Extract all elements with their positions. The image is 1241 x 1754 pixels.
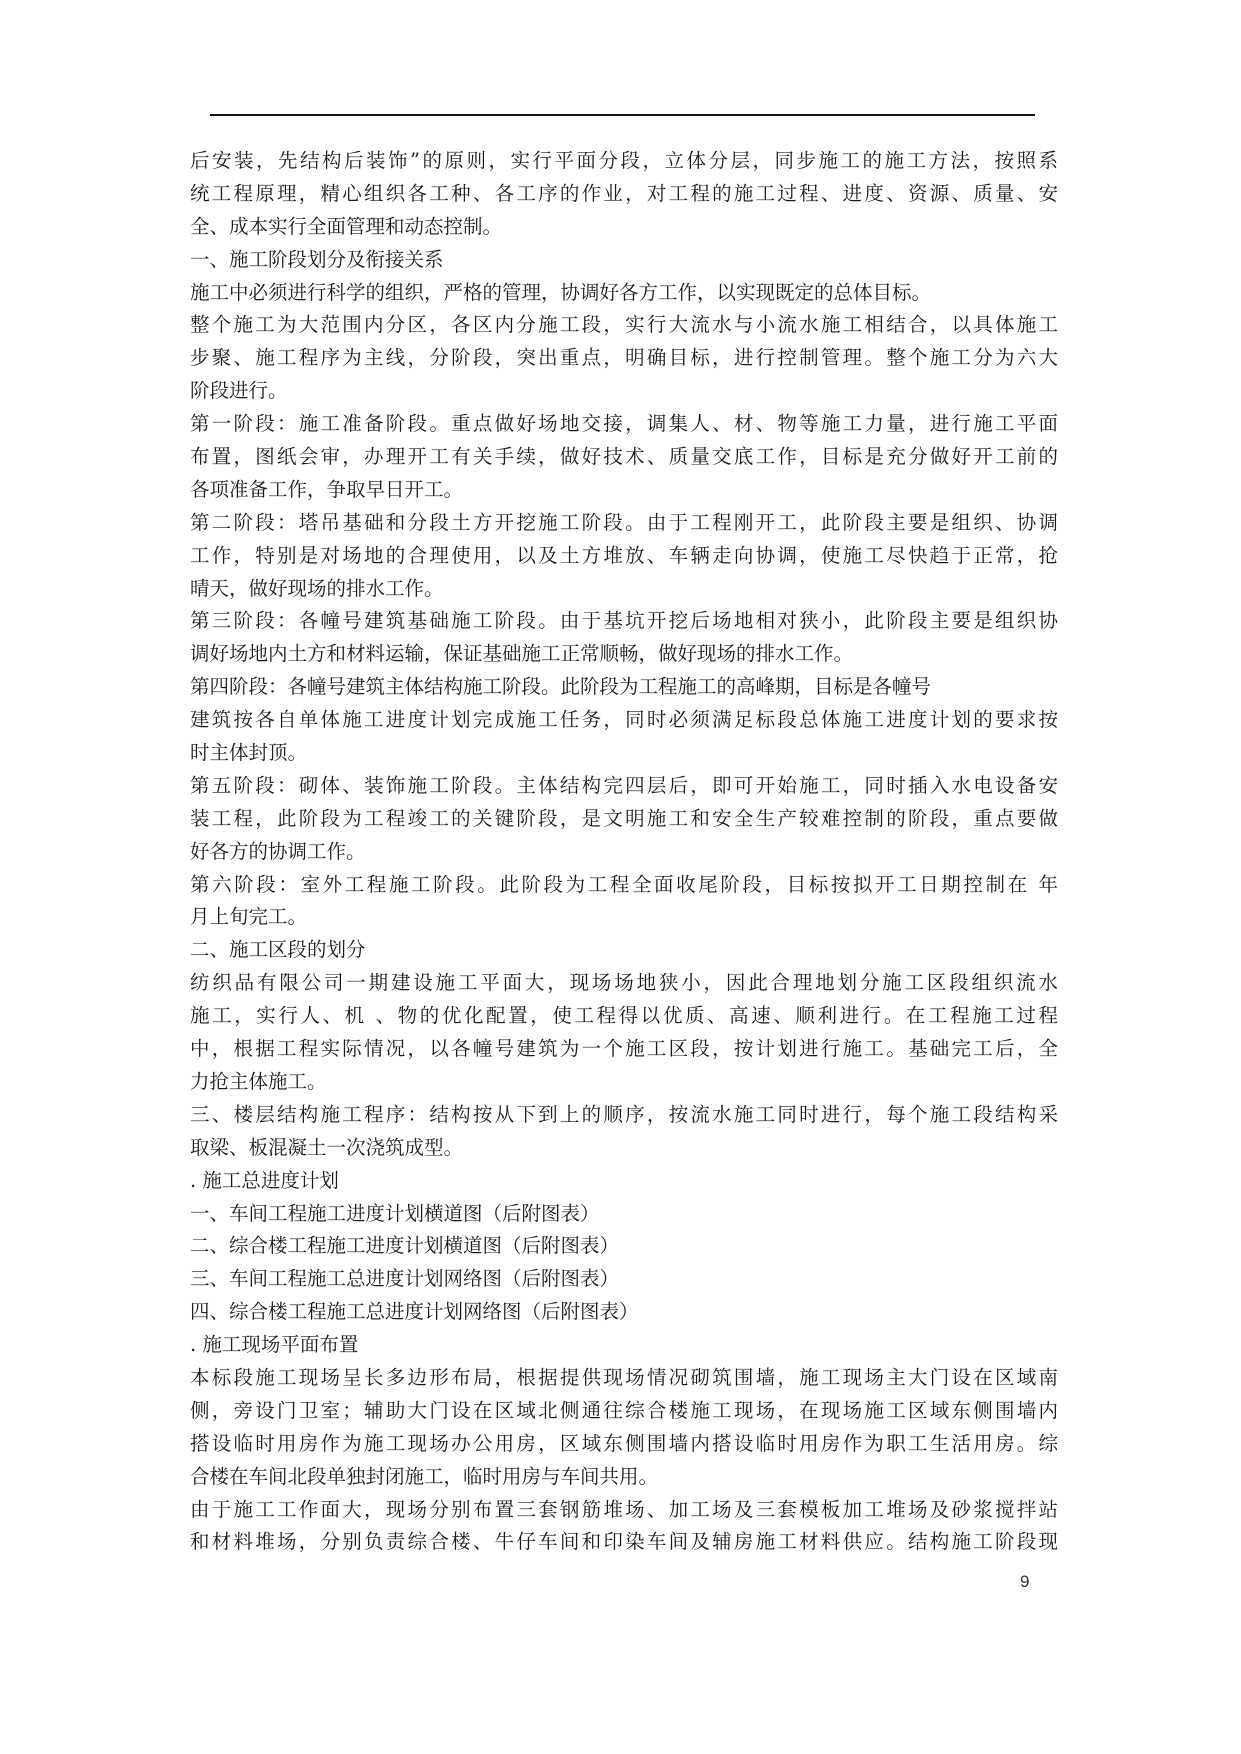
text-line: 第四阶段：各幢号建筑主体结构施工阶段。此阶段为工程施工的高峰期，目标是各幢号 (190, 675, 932, 699)
text-line: . 施工总进度计划 (190, 1168, 339, 1192)
text-line: 装工程，此阶段为工程竣工的关键阶段，是文明施工和安全生产较难控制的阶段，重点要做 (190, 806, 1058, 830)
text-line: 三、楼层结构施工程序：结构按从下到上的顺序，按流水施工同时进行，每个施工段结构采 (190, 1102, 1058, 1126)
text-line: 取梁、板混凝土一次浇筑成型。 (190, 1135, 464, 1159)
text-line: 四、综合楼工程施工总进度计划网络图（后附图表） (190, 1300, 639, 1324)
text-line: 合楼在车间北段单独封闭施工，临时用房与车间共用。 (190, 1464, 659, 1488)
text-line: 布置，图纸会审，办理开工有关手续，做好技术、质量交底工作，目标是充分做好开工前的 (190, 445, 1058, 469)
text-line: 全、成本实行全面管理和动态控制。 (190, 214, 503, 238)
text-line: 第六阶段：室外工程施工阶段。此阶段为工程全面收尾阶段，目标按拟开工日期控制在 年 (190, 872, 1058, 896)
text-line: 好各方的协调工作。 (190, 839, 366, 863)
text-line: 施工，实行人、机 、物的优化配置，使工程得以优质、高速、顺利进行。在工程施工过程 (190, 1004, 1058, 1028)
page-number: 9 (1020, 1572, 1030, 1591)
header-rule (210, 114, 1035, 116)
text-line: 后安装，先结构后装饰”的原则，实行平面分段，立体分层，同步施工的施工方法，按照系 (190, 149, 1058, 172)
text-line: 和材料堆场，分别负责综合楼、牛仔车间和印染车间及辅房施工材料供应。结构施工阶段现 (190, 1530, 1058, 1554)
text-line: 中，根据工程实际情况，以各幢号建筑为一个施工区段，按计划进行施工。基础完工后，全 (190, 1037, 1058, 1061)
text-line: 晴天，做好现场的排水工作。 (190, 576, 444, 600)
text-line: 工作，特别是对场地的合理使用，以及土方堆放、车辆走向协调，使施工尽快趋于正常，抢 (190, 543, 1058, 567)
text-line: 一、车间工程施工进度计划横道图（后附图表） (190, 1201, 600, 1225)
text-line: 时主体封顶。 (190, 741, 308, 765)
text-line: 纺织品有限公司一期建设施工平面大，现场场地狭小，因此合理地划分施工区段组织流水 (190, 971, 1058, 995)
text-line: 第二阶段：塔吊基础和分段土方开挖施工阶段。由于工程刚开工，此阶段主要是组织、协调 (190, 510, 1058, 534)
text-line: 各项准备工作，争取早日开工。 (190, 477, 464, 501)
text-line: 阶段进行。 (190, 379, 288, 403)
text-line: 二、综合楼工程施工进度计划横道图（后附图表） (190, 1234, 620, 1258)
text-line: 统工程原理，精心组织各工种、各工序的作业，对工程的施工过程、进度、资源、质量、安 (190, 181, 1058, 205)
text-line: 第三阶段：各幢号建筑基础施工阶段。由于基坑开挖后场地相对狭小，此阶段主要是组织协 (190, 609, 1058, 633)
document-body (190, 145, 1058, 1559)
text-line: 由于施工工作面大，现场分别布置三套钢筋堆场、加工场及三套模板加工堆场及砂浆搅拌站 (190, 1497, 1058, 1521)
text-line: 三、车间工程施工总进度计划网络图（后附图表） (190, 1267, 620, 1291)
text-line: 二、施工区段的划分 (190, 938, 366, 962)
text-line: 侧，旁设门卫室；辅助大门设在区域北侧通往综合楼施工现场，在现场施工区域东侧围墙内 (190, 1398, 1058, 1422)
text-line: 施工中必须进行科学的组织，严格的管理，协调好各方工作，以实现既定的总体目标。 (190, 280, 932, 304)
text-line: 第五阶段：砌体、装饰施工阶段。主体结构完四层后，即可开始施工，同时插入水电设备安 (190, 773, 1058, 797)
text-line: 月上旬完工。 (190, 905, 308, 929)
text-line: 步聚、施工程序为主线，分阶段，突出重点，明确目标，进行控制管理。整个施工分为六大 (190, 346, 1058, 370)
text-line: 建筑按各自单体施工进度计划完成施工任务，同时必须满足标段总体施工进度计划的要求按 (190, 708, 1058, 732)
text-line: 本标段施工现场呈长多边形布局，根据提供现场情况砌筑围墙，施工现场主大门设在区域南 (190, 1365, 1058, 1389)
text-line: 第一阶段：施工准备阶段。重点做好场地交接，调集人、材、物等施工力量，进行施工平面 (190, 412, 1058, 436)
text-line: 力抢主体施工。 (190, 1069, 327, 1093)
text-line: 一、施工阶段划分及衔接关系 (190, 247, 444, 271)
text-line: 调好场地内土方和材料运输，保证基础施工正常顺畅，做好现场的排水工作。 (190, 642, 854, 666)
text-line: 搭设临时用房作为施工现场办公用房，区域东侧围墙内搭设临时用房作为职工生活用房。综 (190, 1431, 1058, 1455)
text-line: 整个施工为大范围内分区，各区内分施工段，实行大流水与小流水施工相结合，以具体施工 (190, 313, 1058, 337)
text-line: . 施工现场平面布置 (190, 1333, 359, 1357)
